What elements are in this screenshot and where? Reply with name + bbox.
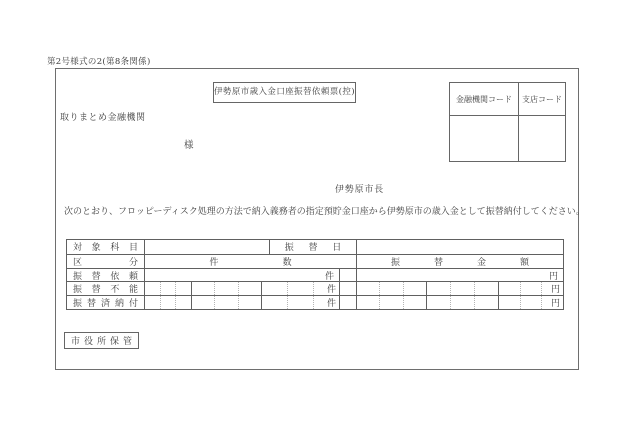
bank-code-table [449,82,566,162]
row-completed-count-group-1 [144,296,191,309]
row-request-count-cell [144,269,339,282]
row-completed-label: 振 替 済 納 付 [73,299,138,309]
collecting-institution-label: 取りまとめ金融機関 [60,113,146,123]
row-failed-label: 振 替 不 能 [73,285,138,296]
row-failed-count-group-3 [261,282,339,295]
instruction-text: 次のとおり、フロッピーディスク処理の方法で納入義務者の指定預貯金口座から伊勢原市の歳入金として振替納付してください。 [64,207,585,217]
retention-box: 市 役 所 保 管 [64,332,139,349]
branch-code-header: 支店コード [518,83,565,115]
count-unit-label: 件 [313,282,339,295]
amount-unit-label: 円 [541,296,563,309]
form-number-label: 第2号様式の2(第8条関係) [47,57,151,67]
branch-code-field [518,115,565,161]
row-request-label: 振 替 依 頼 [73,271,138,282]
count-unit-label: 件 [313,296,339,309]
row-completed-spacer-cell [339,296,356,309]
subject-label-cell: 対 象 科 目 [73,243,138,254]
summary-table [66,239,564,310]
row-completed-amount-group-2 [426,296,498,309]
honorific-sama: 様 [184,140,194,151]
row-failed-amount-group-2 [426,282,498,295]
row-request-amount-cell [356,269,563,282]
table-row-completed [67,295,563,309]
table-row-headers [67,254,563,268]
row-failed-spacer-cell [339,282,356,295]
institution-code-field [450,115,518,161]
category-label-cell: 区 分 [73,257,138,268]
subject-value-cell [144,240,269,254]
row-completed-amount-group-1 [356,296,426,309]
table-row-failed [67,281,563,295]
row-completed-amount-group-3 [498,296,563,309]
count-header-cell: 件 数 [144,255,356,268]
transfer-date-label-cell: 振 替 日 [269,240,356,254]
transfer-date-value-cell [356,240,563,254]
row-completed-count-group-3 [261,296,339,309]
sender-mayor-label: 伊勢原市長 [335,185,385,195]
count-unit-label: 件 [324,271,334,282]
table-row-request [67,268,563,282]
table-row-subject [67,240,563,254]
amount-unit-label: 円 [541,282,563,295]
amount-unit-label: 円 [548,271,558,282]
institution-code-header: 金融機関コード [456,94,512,104]
row-request-spacer-cell [339,269,356,282]
row-failed-amount-group-3 [498,282,563,295]
form-title: 伊勢原市歳入金口座振替依頼票(控) [213,82,356,103]
amount-header-cell: 振 替 金 額 [356,255,563,268]
row-completed-count-group-2 [191,296,261,309]
row-failed-count-group-2 [191,282,261,295]
row-failed-amount-group-1 [356,282,426,295]
row-failed-count-group-1 [144,282,191,295]
